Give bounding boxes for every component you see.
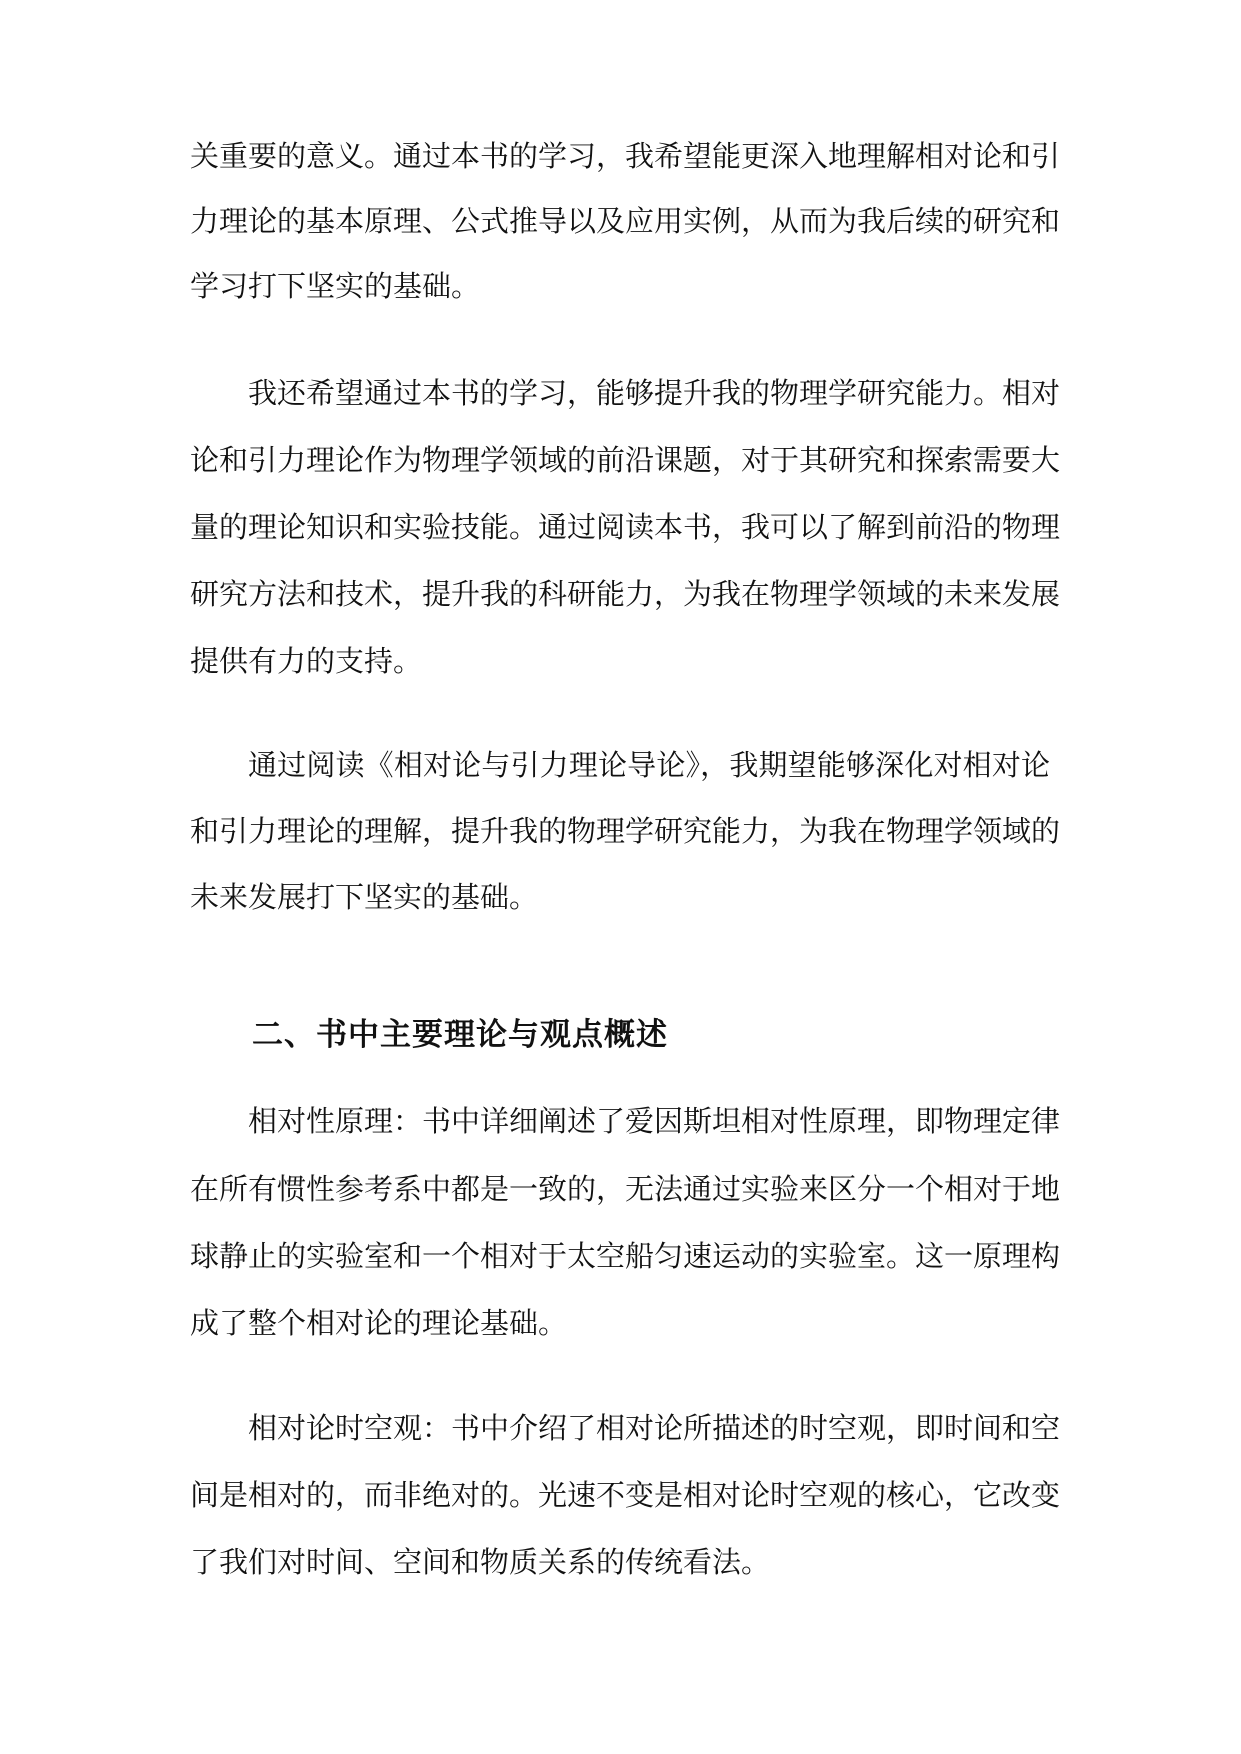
paragraph-2-line-4: 研究方法和技术，提升我的科研能力，为我在物理学领域的未来发展	[190, 577, 1061, 611]
paragraph-5-line-2: 间是相对的，而非绝对的。光速不变是相对论时空观的核心，它改变	[190, 1478, 1061, 1512]
paragraph-2-line-5: 提供有力的支持。	[190, 644, 423, 678]
paragraph-4-line-1: 相对性原理：书中详细阐述了爱因斯坦相对性原理，即物理定律	[248, 1104, 1061, 1138]
paragraph-3-line-1: 通过阅读《相对论与引力理论导论》，我期望能够深化对相对论	[248, 748, 1050, 782]
paragraph-5-line-3: 了我们对时间、空间和物质关系的传统看法。	[190, 1545, 771, 1579]
paragraph-4-line-4: 成了整个相对论的理论基础。	[190, 1306, 568, 1340]
paragraph-5-line-1: 相对论时空观：书中介绍了相对论所描述的时空观，即时间和空	[248, 1411, 1061, 1445]
paragraph-4-line-3: 球静止的实验室和一个相对于太空船匀速运动的实验室。这一原理构	[190, 1239, 1061, 1273]
section-heading: 二、书中主要理论与观点概述	[252, 1017, 668, 1053]
paragraph-3-line-2: 和引力理论的理解，提升我的物理学研究能力，为我在物理学领域的	[190, 814, 1061, 848]
paragraph-2-line-3: 量的理论知识和实验技能。通过阅读本书，我可以了解到前沿的物理	[190, 510, 1061, 544]
paragraph-1-line-2: 力理论的基本原理、公式推导以及应用实例，从而为我后续的研究和	[190, 204, 1061, 238]
paragraph-3-line-3: 未来发展打下坚实的基础。	[190, 880, 539, 914]
paragraph-1-line-3: 学习打下坚实的基础。	[190, 269, 481, 303]
paragraph-1-line-1: 关重要的意义。通过本书的学习，我希望能更深入地理解相对论和引	[190, 139, 1061, 173]
paragraph-2-line-2: 论和引力理论作为物理学领域的前沿课题，对于其研究和探索需要大	[190, 443, 1061, 477]
paragraph-4-line-2: 在所有惯性参考系中都是一致的，无法通过实验来区分一个相对于地	[190, 1172, 1061, 1206]
paragraph-2-line-1: 我还希望通过本书的学习，能够提升我的物理学研究能力。相对	[248, 376, 1061, 410]
